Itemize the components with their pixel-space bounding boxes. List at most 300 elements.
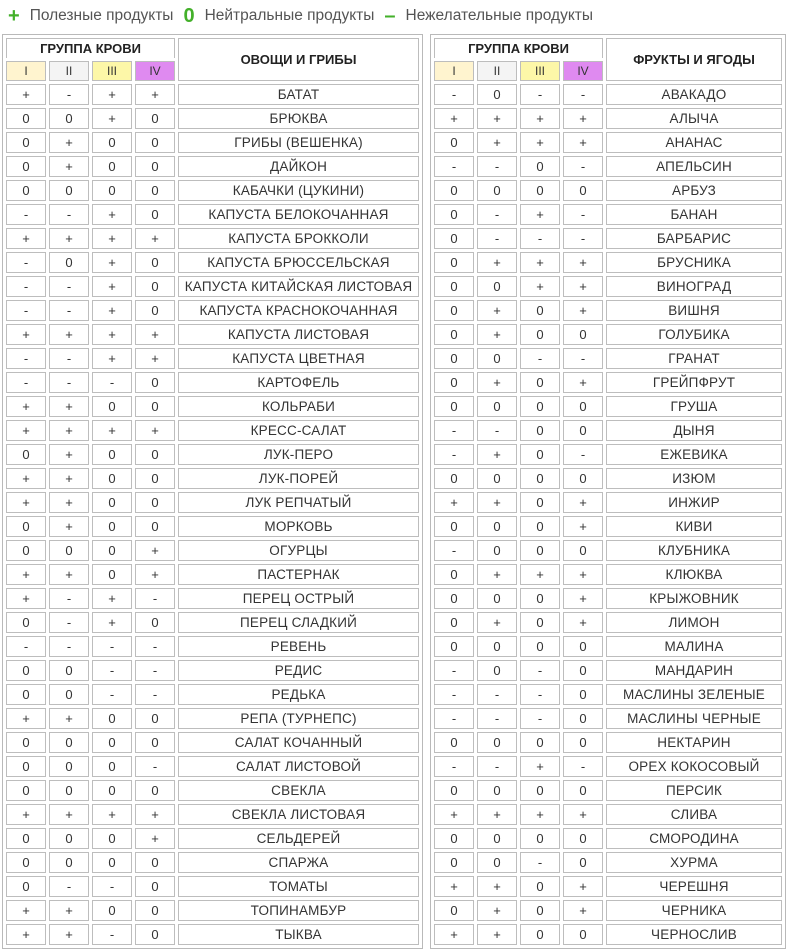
group-4-value: 0 [563,708,603,729]
group-1-value: 0 [434,180,474,201]
group-1-value: 0 [6,684,46,705]
product-name: ЕЖЕВИКА [606,444,782,465]
group-3-value: 0 [92,828,132,849]
table-row [6,84,419,105]
group-4-value: 0 [135,204,175,225]
group-iv-label: IV [135,61,175,81]
group-2-value: + [49,924,89,945]
group-2-value: + [477,804,517,825]
table-row [434,228,782,249]
table-row [6,828,419,849]
group-3-value: - [92,636,132,657]
group-3-value: 0 [92,132,132,153]
group-1-value: - [6,348,46,369]
product-name: ПАСТЕРНАК [178,564,419,585]
product-name: ТЫКВА [178,924,419,945]
group-3-value: + [92,228,132,249]
blood-group-header: ГРУППА КРОВИ [6,38,175,58]
table-row [6,300,419,321]
product-name: РЕВЕНЬ [178,636,419,657]
group-4-value: 0 [563,924,603,945]
table-row [6,372,419,393]
table-row [6,756,419,777]
product-name: РЕДИС [178,660,419,681]
group-2-value: + [49,492,89,513]
group-3-value: - [92,684,132,705]
group-1-value: - [6,636,46,657]
table-row [434,540,782,561]
table-row [6,804,419,825]
table-header-row [434,38,782,58]
product-name: МАСЛИНЫ ЧЕРНЫЕ [606,708,782,729]
group-2-value: + [477,252,517,273]
group-1-value: 0 [6,540,46,561]
table-row [6,420,419,441]
table-row [434,636,782,657]
group-4-value: - [135,660,175,681]
group-1-value: - [434,540,474,561]
group-3-value: - [92,372,132,393]
product-name: БРУСНИКА [606,252,782,273]
table-row [6,636,419,657]
group-1-value: - [6,372,46,393]
group-4-value: 0 [135,300,175,321]
group-2-value: 0 [477,636,517,657]
group-1-value: - [434,444,474,465]
group-3-value: + [520,132,560,153]
group-3-value: 0 [520,180,560,201]
group-2-value: + [477,372,517,393]
product-header: ОВОЩИ И ГРИБЫ [178,38,419,81]
group-1-value: 0 [6,108,46,129]
group-3-value: 0 [92,852,132,873]
product-name: ЛУК-ПОРЕЙ [178,468,419,489]
group-4-value: + [563,300,603,321]
product-name: КАПУСТА КРАСНОКОЧАННАЯ [178,300,419,321]
table-row [6,684,419,705]
product-name: САЛАТ КОЧАННЫЙ [178,732,419,753]
group-4-value: 0 [563,780,603,801]
group-2-value: 0 [49,180,89,201]
table-row [434,516,782,537]
group-1-value: 0 [434,348,474,369]
group-3-value: + [92,108,132,129]
product-name: АРБУЗ [606,180,782,201]
product-name: ПЕРЕЦ СЛАДКИЙ [178,612,419,633]
group-3-value: + [92,204,132,225]
group-4-value: 0 [135,876,175,897]
group-2-value: 0 [49,660,89,681]
product-name: БАНАН [606,204,782,225]
group-2-value: - [477,156,517,177]
legend [0,0,791,32]
group-2-value: 0 [477,732,517,753]
product-name: МОРКОВЬ [178,516,419,537]
product-name: ГРИБЫ (ВЕШЕНКА) [178,132,419,153]
group-4-value: - [563,204,603,225]
group-2-value: - [49,372,89,393]
group-4-value: 0 [135,492,175,513]
group-4-value: + [563,516,603,537]
group-3-value: 0 [520,372,560,393]
product-name: РЕДЬКА [178,684,419,705]
group-1-value: 0 [6,876,46,897]
table-row [6,180,419,201]
table-row [434,924,782,945]
group-2-value: + [49,396,89,417]
product-name: КРЫЖОВНИК [606,588,782,609]
group-3-value: 0 [520,636,560,657]
group-4-value: 0 [135,516,175,537]
group-4-value: + [135,228,175,249]
group-1-value: 0 [434,372,474,393]
group-2-value: - [477,204,517,225]
product-name: КОЛЬРАБИ [178,396,419,417]
product-name: КАБАЧКИ (ЦУКИНИ) [178,180,419,201]
group-4-value: 0 [563,684,603,705]
product-name: РЕПА (ТУРНЕПС) [178,708,419,729]
product-name: КЛУБНИКА [606,540,782,561]
group-1-value: + [434,876,474,897]
group-1-value: 0 [6,732,46,753]
product-name: КРЕСС-САЛАТ [178,420,419,441]
group-3-value: 0 [520,828,560,849]
table-row [6,324,419,345]
group-3-value: 0 [92,468,132,489]
group-3-value: 0 [92,180,132,201]
group-3-value: 0 [520,420,560,441]
group-4-value: + [135,84,175,105]
group-1-value: 0 [6,756,46,777]
group-iii-label: III [520,61,560,81]
group-3-value: + [92,804,132,825]
table-row [6,252,419,273]
group-4-value: - [135,756,175,777]
group-2-value: + [477,108,517,129]
product-name: ДАЙКОН [178,156,419,177]
table-row [434,252,782,273]
group-3-value: 0 [92,492,132,513]
table-header-row [6,38,419,58]
group-4-value: + [135,420,175,441]
useful-label: Полезные продукты [29,7,174,24]
table-row [434,852,782,873]
group-3-value: 0 [92,444,132,465]
group-3-value: 0 [92,516,132,537]
group-4-value: - [563,156,603,177]
group-2-value: 0 [477,540,517,561]
table-row [434,684,782,705]
group-4-value: + [135,564,175,585]
group-1-value: 0 [6,828,46,849]
group-4-value: - [563,444,603,465]
group-1-value: - [434,708,474,729]
group-4-value: + [563,804,603,825]
group-2-value: + [477,132,517,153]
group-4-value: 0 [135,732,175,753]
group-ii-label: II [477,61,517,81]
vegetables-table [2,34,423,949]
group-3-value: 0 [520,732,560,753]
product-name: АНАНАС [606,132,782,153]
product-name: КАПУСТА БЕЛОКОЧАННАЯ [178,204,419,225]
table-row [434,876,782,897]
group-2-value: 0 [477,516,517,537]
group-3-value: - [520,660,560,681]
product-name: ОРЕХ КОКОСОВЫЙ [606,756,782,777]
group-3-value: 0 [520,612,560,633]
group-1-value: + [6,84,46,105]
product-name: ЛИМОН [606,612,782,633]
table-row [434,804,782,825]
group-1-value: - [434,660,474,681]
group-4-value: + [563,900,603,921]
group-2-value: 0 [477,828,517,849]
group-1-value: 0 [6,852,46,873]
group-3-value: 0 [92,156,132,177]
table-row [434,180,782,201]
group-2-value: 0 [477,276,517,297]
group-3-value: 0 [92,540,132,561]
group-2-value: + [49,900,89,921]
table-row [434,828,782,849]
table-row [6,924,419,945]
product-name: БРЮКВА [178,108,419,129]
group-2-value: 0 [49,780,89,801]
group-4-value: 0 [135,156,175,177]
product-name: ГОЛУБИКА [606,324,782,345]
group-i-label: I [6,61,46,81]
product-name: КАПУСТА КИТАЙСКАЯ ЛИСТОВАЯ [178,276,419,297]
group-3-value: - [520,684,560,705]
group-1-value: - [434,156,474,177]
product-name: СВЕКЛА ЛИСТОВАЯ [178,804,419,825]
group-iv-label: IV [563,61,603,81]
product-name: КАПУСТА ЛИСТОВАЯ [178,324,419,345]
group-1-value: 0 [434,732,474,753]
group-3-value: 0 [520,468,560,489]
group-2-value: + [49,132,89,153]
group-2-value: 0 [49,684,89,705]
group-1-value: + [6,900,46,921]
table-row [434,900,782,921]
group-3-value: + [92,276,132,297]
group-1-value: - [434,420,474,441]
group-3-value: 0 [92,396,132,417]
group-4-value: + [563,492,603,513]
group-2-value: + [477,444,517,465]
group-2-value: - [49,588,89,609]
group-2-value: + [477,900,517,921]
product-name: ЛУК РЕПЧАТЫЙ [178,492,419,513]
group-2-value: + [477,612,517,633]
group-4-value: + [135,324,175,345]
group-3-value: + [520,276,560,297]
group-4-value: 0 [135,900,175,921]
group-3-value: - [520,84,560,105]
table-row [6,444,419,465]
group-3-value: + [92,324,132,345]
group-3-value: + [92,420,132,441]
group-2-value: 0 [49,540,89,561]
group-4-value: 0 [135,924,175,945]
product-name: КАПУСТА ЦВЕТНАЯ [178,348,419,369]
group-3-value: 0 [520,492,560,513]
useful-symbol: + [8,4,20,27]
table-row [434,84,782,105]
group-2-value: + [477,924,517,945]
product-name: ТОПИНАМБУР [178,900,419,921]
group-4-value: - [563,84,603,105]
group-3-value: - [520,852,560,873]
group-2-value: + [49,228,89,249]
group-3-value: - [92,924,132,945]
product-name: СПАРЖА [178,852,419,873]
group-2-value: - [477,708,517,729]
group-1-value: + [6,420,46,441]
group-ii-label: II [49,61,89,81]
product-name: СЛИВА [606,804,782,825]
group-4-value: + [135,828,175,849]
harmful-label: Нежелательные продукты [405,7,594,24]
group-1-value: - [6,300,46,321]
group-2-value: 0 [49,108,89,129]
product-name: ЧЕРЕШНЯ [606,876,782,897]
table-row [6,780,419,801]
group-1-value: 0 [434,204,474,225]
group-1-value: + [6,492,46,513]
group-4-value: + [563,276,603,297]
group-2-value: - [477,684,517,705]
product-name: ЧЕРНИКА [606,900,782,921]
neutral-symbol: 0 [183,4,195,27]
group-2-value: + [49,468,89,489]
product-name: БАРБАРИС [606,228,782,249]
group-2-value: - [49,348,89,369]
product-name: САЛАТ ЛИСТОВОЙ [178,756,419,777]
group-4-value: + [563,588,603,609]
group-3-value: + [520,108,560,129]
table-row [434,132,782,153]
product-name: МАНДАРИН [606,660,782,681]
group-4-value: + [563,252,603,273]
group-2-value: - [49,276,89,297]
group-1-value: - [6,276,46,297]
table-row [434,372,782,393]
table-row [6,108,419,129]
group-3-value: + [520,756,560,777]
product-name: ТОМАТЫ [178,876,419,897]
table-row [434,564,782,585]
group-4-value: 0 [563,540,603,561]
group-2-value: - [477,756,517,777]
group-1-value: + [6,324,46,345]
product-name: ГРЕЙПФРУТ [606,372,782,393]
group-3-value: 0 [520,444,560,465]
vegetables-table-body [6,38,419,945]
group-2-value: + [49,804,89,825]
table-row [434,612,782,633]
group-4-value: + [563,132,603,153]
group-3-value: 0 [520,300,560,321]
neutral-label: Нейтральные продукты [204,7,375,24]
table-row [434,396,782,417]
group-2-value: - [49,84,89,105]
group-4-value: + [135,540,175,561]
product-name: ВИНОГРАД [606,276,782,297]
group-3-value: 0 [92,564,132,585]
group-2-value: + [49,420,89,441]
product-name: СВЕКЛА [178,780,419,801]
group-1-value: 0 [6,156,46,177]
group-2-value: 0 [477,84,517,105]
group-4-value: 0 [135,372,175,393]
group-2-value: 0 [49,252,89,273]
table-row [6,564,419,585]
table-row [6,540,419,561]
product-name: ГРУША [606,396,782,417]
group-2-value: + [477,564,517,585]
group-3-value: + [92,300,132,321]
table-row [434,324,782,345]
group-3-value: - [520,708,560,729]
group-1-value: 0 [434,396,474,417]
group-4-value: + [563,108,603,129]
group-1-value: 0 [434,300,474,321]
group-2-value: + [477,324,517,345]
product-name: АПЕЛЬСИН [606,156,782,177]
group-1-value: + [6,468,46,489]
table-row [434,420,782,441]
group-1-value: 0 [6,660,46,681]
product-name: СЕЛЬДЕРЕЙ [178,828,419,849]
product-name: ИЗЮМ [606,468,782,489]
group-3-value: 0 [92,732,132,753]
group-4-value: 0 [135,276,175,297]
table-row [6,612,419,633]
table-row [6,852,419,873]
table-row [434,708,782,729]
group-3-value: 0 [520,588,560,609]
group-2-value: 0 [477,852,517,873]
product-name: ЛУК-ПЕРО [178,444,419,465]
group-4-value: + [135,348,175,369]
group-1-value: 0 [434,612,474,633]
group-2-value: - [49,876,89,897]
group-1-value: + [434,108,474,129]
group-1-value: 0 [6,132,46,153]
group-3-value: 0 [520,540,560,561]
table-row [434,108,782,129]
group-2-value: - [49,612,89,633]
group-4-value: 0 [135,108,175,129]
product-name: ГРАНАТ [606,348,782,369]
product-name: МАЛИНА [606,636,782,657]
table-row [434,660,782,681]
group-2-value: + [477,876,517,897]
group-1-value: 0 [434,228,474,249]
group-1-value: 0 [434,564,474,585]
group-1-value: - [6,204,46,225]
group-2-value: - [49,300,89,321]
group-2-value: - [49,204,89,225]
product-header: ФРУКТЫ И ЯГОДЫ [606,38,782,81]
table-row [434,276,782,297]
group-4-value: - [563,228,603,249]
group-2-value: 0 [477,396,517,417]
table-row [6,276,419,297]
group-4-value: 0 [135,612,175,633]
